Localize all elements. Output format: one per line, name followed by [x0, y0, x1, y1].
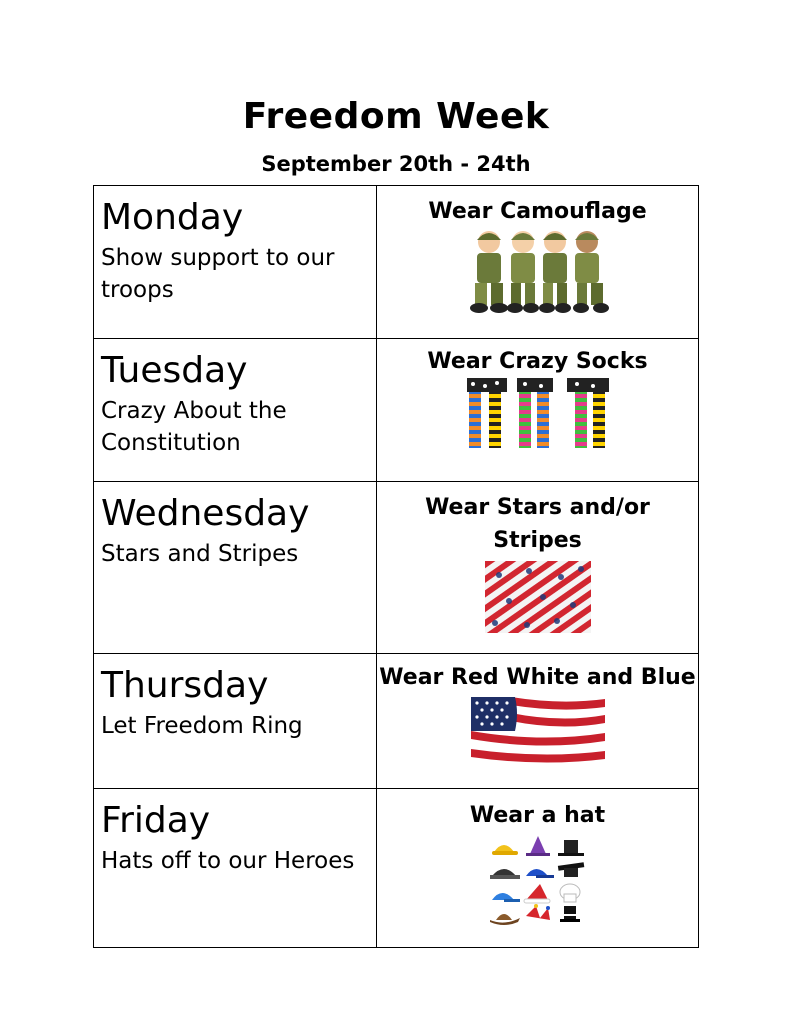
wear-cell	[377, 339, 699, 482]
day-theme: Let Freedom Ring	[101, 713, 303, 739]
wear-instruction: Wear a hat	[469, 803, 606, 828]
day-name: Friday	[101, 800, 211, 841]
table-row	[94, 654, 699, 789]
soldiers-image	[467, 228, 609, 314]
wear-cell	[377, 789, 699, 948]
table-row	[94, 789, 699, 948]
day-name: Thursday	[101, 665, 269, 706]
wear-cell	[377, 482, 699, 654]
day-cell	[94, 482, 377, 654]
american-flag-image	[471, 697, 605, 767]
day-name: Tuesday	[101, 350, 248, 391]
day-theme: Stars and Stripes	[101, 541, 299, 567]
page-title: Freedom Week	[242, 96, 550, 137]
crazy-socks-image	[467, 378, 609, 452]
day-name: Monday	[101, 197, 244, 238]
wear-instruction: Wear Crazy Socks	[427, 349, 648, 374]
schedule-table	[93, 185, 699, 948]
wear-cell	[377, 186, 699, 339]
day-cell	[94, 789, 377, 948]
wear-instruction: Wear Red White and Blue	[379, 665, 696, 690]
stars-and-stripes-image	[485, 561, 591, 633]
soldier-figure	[470, 231, 508, 313]
day-cell	[94, 186, 377, 339]
table-row	[94, 186, 699, 339]
day-theme: Hats off to our Heroes	[101, 848, 355, 874]
day-cell	[94, 654, 377, 789]
wear-instruction: Wear Stars and/or Stripes	[425, 495, 650, 553]
table-row	[94, 339, 699, 482]
date-range: September 20th - 24th	[261, 152, 531, 176]
wear-instruction: Wear Camouflage	[428, 199, 647, 224]
day-name: Wednesday	[101, 493, 310, 534]
wear-cell	[377, 654, 699, 789]
table-row	[94, 482, 699, 654]
day-theme: Crazy About the Constitution	[101, 398, 287, 456]
day-cell	[94, 339, 377, 482]
hats-image	[490, 834, 586, 926]
day-theme: Show support to our troops	[101, 245, 335, 303]
